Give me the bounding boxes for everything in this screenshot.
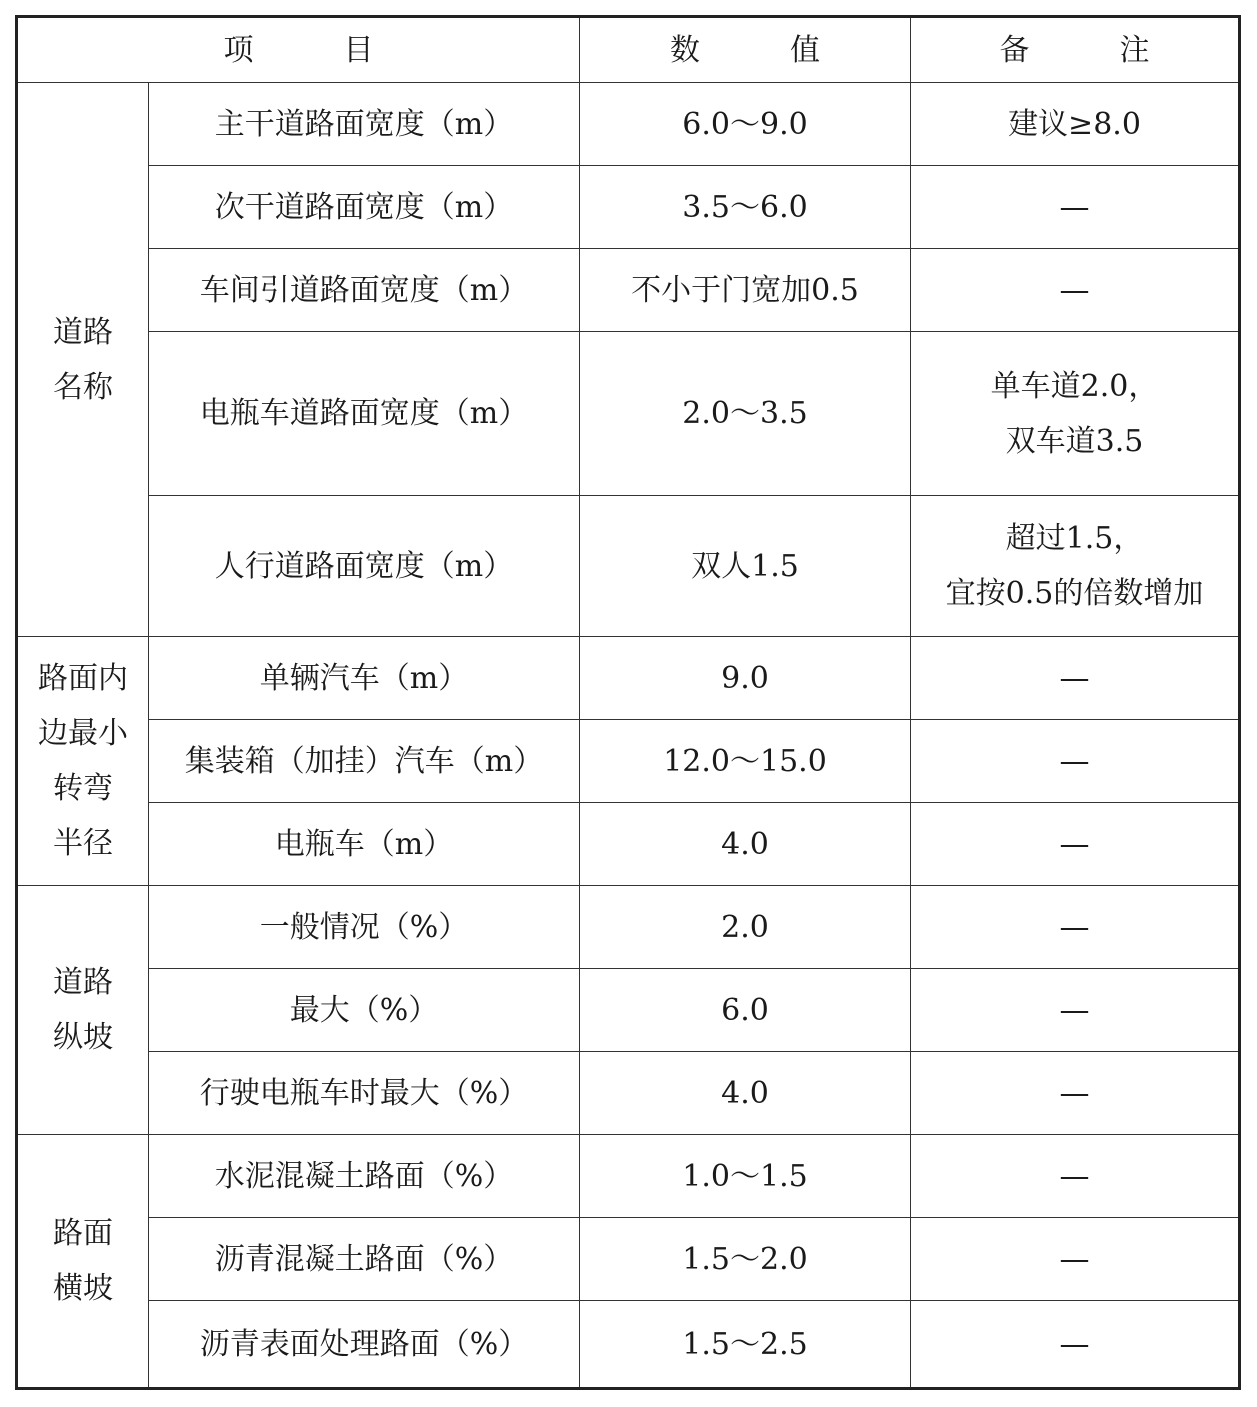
value-cell: 6.0	[580, 969, 911, 1052]
item-cell: 水泥混凝土路面（%）	[149, 1135, 580, 1218]
header-value-char-2: 值	[790, 32, 820, 68]
table-row	[17, 1218, 1240, 1301]
note-cell	[911, 1135, 1240, 1218]
value-cell: 2.0	[580, 886, 911, 969]
note-cell	[911, 1052, 1240, 1135]
note-cell	[911, 166, 1240, 249]
header-row	[17, 17, 1240, 83]
value-cell: 3.5～6.0	[580, 166, 911, 249]
header-item-char-1: 项	[223, 32, 254, 68]
item-cell: 集装箱（加挂）汽车（m）	[149, 720, 580, 803]
note-line: —	[1059, 826, 1090, 862]
note-cell	[911, 249, 1240, 332]
group-label-line: 道路	[53, 314, 113, 350]
note-line: —	[1059, 1158, 1090, 1194]
header-value-char-1: 数	[670, 32, 700, 68]
group-label	[17, 886, 149, 1135]
group-label-line: 路面	[53, 1216, 113, 1251]
note-cell	[911, 496, 1240, 637]
note-line: —	[1059, 1326, 1090, 1362]
item-cell: 车间引道路面宽度（m）	[149, 249, 580, 332]
value-cell: 2.0～3.5	[580, 332, 911, 496]
item-cell: 一般情况（%）	[149, 886, 580, 969]
group-label-line: 路面内	[38, 661, 128, 696]
item-cell: 单辆汽车（m）	[149, 637, 580, 720]
note-line: —	[1059, 189, 1090, 225]
table-row	[17, 969, 1240, 1052]
table-row	[17, 166, 1240, 249]
note-line: —	[1059, 743, 1090, 779]
road-spec-table	[15, 15, 1241, 1390]
item-cell: 电瓶车（m）	[149, 803, 580, 886]
item-cell: 最大（%）	[149, 969, 580, 1052]
table-row	[17, 83, 1240, 166]
table-row	[17, 886, 1240, 969]
table-row	[17, 1052, 1240, 1135]
group-label-line: 横坡	[53, 1271, 113, 1306]
group-label-line: 纵坡	[53, 1020, 113, 1055]
item-cell: 次干道路面宽度（m）	[149, 166, 580, 249]
value-cell: 12.0～15.0	[580, 720, 911, 803]
item-cell: 沥青表面处理路面（%）	[149, 1301, 580, 1389]
header-item	[17, 17, 580, 83]
note-line: —	[1059, 909, 1090, 945]
header-note	[911, 17, 1240, 83]
group-label-line: 半径	[53, 826, 113, 861]
group-label-line: 边最小	[38, 716, 128, 751]
note-cell	[911, 886, 1240, 969]
table-row	[17, 249, 1240, 332]
table-row	[17, 1301, 1240, 1389]
note-cell	[911, 332, 1240, 496]
header-value	[580, 17, 911, 83]
group-label	[17, 1135, 149, 1389]
table-row	[17, 637, 1240, 720]
table-row	[17, 1135, 1240, 1218]
note-line: 建议≥8.0	[1008, 106, 1141, 142]
header-note-char-1: 备	[999, 32, 1030, 68]
note-cell	[911, 1301, 1240, 1389]
value-cell: 1.5～2.0	[580, 1218, 911, 1301]
value-cell: 1.0～1.5	[580, 1135, 911, 1218]
item-cell: 行驶电瓶车时最大（%）	[149, 1052, 580, 1135]
note-cell	[911, 637, 1240, 720]
item-cell: 人行道路面宽度（m）	[149, 496, 580, 637]
note-line: —	[1059, 272, 1090, 308]
group-label	[17, 83, 149, 637]
value-cell: 6.0～9.0	[580, 83, 911, 166]
note-cell	[911, 720, 1240, 803]
table-row	[17, 803, 1240, 886]
table-row	[17, 496, 1240, 637]
value-cell: 双人1.5	[580, 496, 911, 637]
table-row	[17, 332, 1240, 496]
note-cell	[911, 83, 1240, 166]
item-cell: 沥青混凝土路面（%）	[149, 1218, 580, 1301]
item-cell: 主干道路面宽度（m）	[149, 83, 580, 166]
note-cell	[911, 1218, 1240, 1301]
note-cell	[911, 803, 1240, 886]
group-label-line: 转弯	[53, 771, 113, 806]
note-line: —	[1059, 660, 1090, 696]
note-cell	[911, 969, 1240, 1052]
table-body	[17, 83, 1240, 1389]
table-row	[17, 720, 1240, 803]
note-line: —	[1059, 992, 1090, 1028]
note-line: 宜按0.5的倍数增加	[945, 576, 1204, 611]
note-line: 双车道3.5	[1005, 423, 1144, 459]
note-line: —	[1059, 1075, 1090, 1111]
value-cell: 9.0	[580, 637, 911, 720]
value-cell: 4.0	[580, 1052, 911, 1135]
value-cell: 4.0	[580, 803, 911, 886]
note-line: 单车道2.0，	[990, 368, 1159, 404]
header-note-char-2: 注	[1119, 32, 1150, 68]
note-line: 超过1.5，	[1005, 521, 1144, 556]
header-item-char-2: 目	[343, 32, 374, 68]
item-cell: 电瓶车道路面宽度（m）	[149, 332, 580, 496]
group-label-line: 道路	[53, 965, 113, 1000]
note-line: —	[1059, 1241, 1090, 1277]
value-cell: 1.5～2.5	[580, 1301, 911, 1389]
group-label-line: 名称	[53, 369, 113, 405]
value-cell: 不小于门宽加0.5	[580, 249, 911, 332]
group-label	[17, 637, 149, 886]
